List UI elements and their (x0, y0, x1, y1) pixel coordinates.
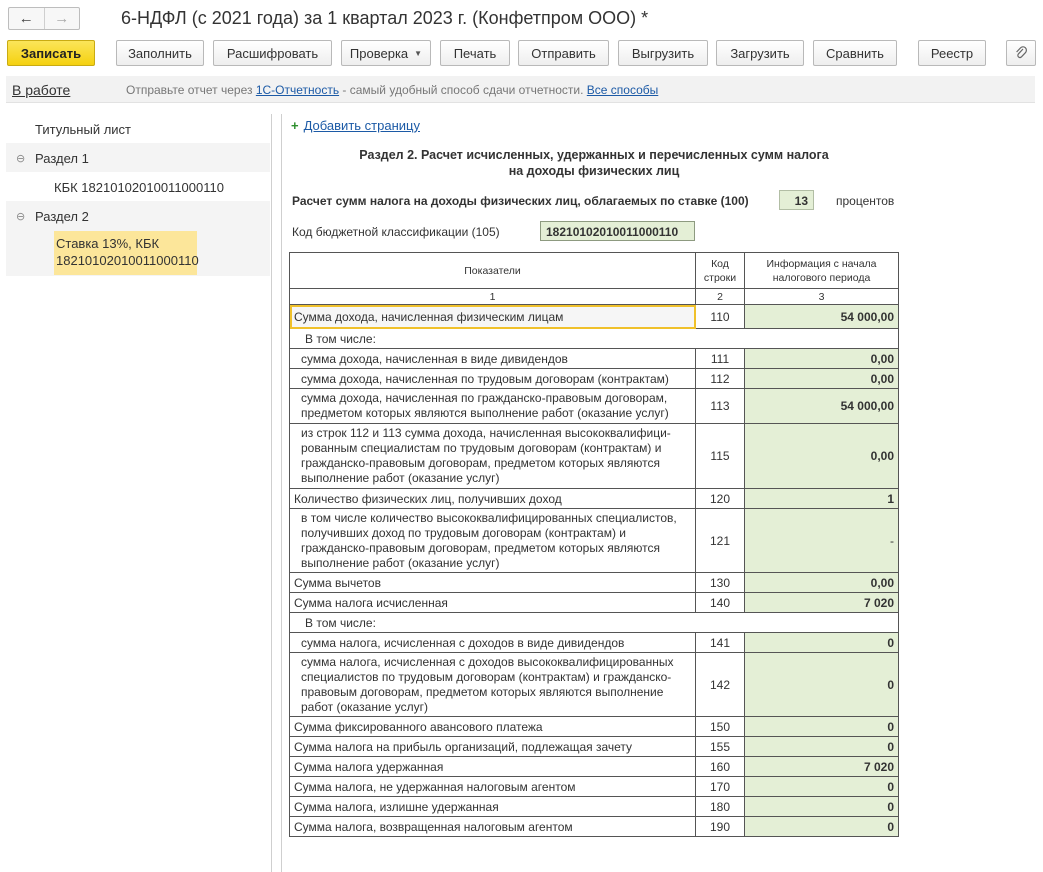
row-value-130[interactable]: 0,00 (745, 573, 899, 593)
in-total-label: В том числе: (290, 613, 899, 633)
all-ways-link[interactable]: Все способы (586, 83, 659, 97)
row-code: 170 (696, 777, 745, 797)
section-tree (6, 114, 272, 872)
table-row (290, 633, 899, 653)
tree-item-section1[interactable]: Раздел 1 (35, 151, 89, 166)
kbk-field[interactable]: 18210102010011000110 (540, 221, 695, 241)
row-code: 155 (696, 737, 745, 757)
row-value-150[interactable]: 0 (745, 717, 899, 737)
table-row (290, 817, 899, 837)
row-label: Сумма налога удержанная (290, 757, 696, 777)
info-text-before: Отправьте отчет через (126, 83, 256, 97)
title-bar (0, 0, 1043, 38)
tree-item-section2[interactable]: Раздел 2 (35, 209, 89, 224)
row-code: 113 (696, 389, 745, 424)
row-value-110[interactable]: 54 000,00 (745, 305, 899, 329)
table-row (290, 613, 899, 633)
table-row (290, 653, 899, 717)
toolbar (0, 40, 1043, 68)
row-value-190[interactable]: 0 (745, 817, 899, 837)
row-value-115[interactable]: 0,00 (745, 424, 899, 489)
table-row (290, 737, 899, 757)
column-number: 1 (290, 289, 696, 305)
paperclip-icon (1014, 45, 1028, 61)
header-code (696, 253, 745, 289)
column-number: 3 (745, 289, 899, 305)
table-row (290, 369, 899, 389)
row-value-170[interactable]: 0 (745, 777, 899, 797)
row-label: Сумма налога, не удержанная налоговым агентом (290, 777, 696, 797)
add-page-link[interactable] (291, 118, 420, 133)
section-title-line2: на доходы физических лиц (508, 164, 680, 178)
tree-item-section1-kbk[interactable]: КБК 18210102010011000110 (54, 180, 224, 195)
back-arrow-icon[interactable]: ← (18, 10, 34, 27)
header-info-line2: налогового периода (772, 271, 871, 284)
rate-unit: процентов (836, 194, 895, 208)
row-code: 141 (696, 633, 745, 653)
header-info-line1: Информация с начала (766, 257, 877, 270)
row-code: 110 (696, 305, 745, 329)
column-number: 2 (696, 289, 745, 305)
row-label: Сумма налога, излишне удержанная (290, 797, 696, 817)
row-label: Количество физических лиц, получивших доход (290, 489, 696, 509)
info-text (126, 83, 658, 97)
row-value-160[interactable]: 7 020 (745, 757, 899, 777)
row-code: 121 (696, 509, 745, 573)
tree-item-title-page[interactable]: Титульный лист (35, 122, 132, 137)
row-code: 190 (696, 817, 745, 837)
row-code: 150 (696, 717, 745, 737)
row-label: Сумма вычетов (290, 573, 696, 593)
plus-icon: + (291, 118, 299, 133)
check-button[interactable] (341, 40, 431, 66)
table-row (290, 305, 899, 329)
column-number-row (290, 289, 899, 305)
row-label: Сумма налога исчисленная (290, 593, 696, 613)
tree-item-section2-rate[interactable] (54, 231, 197, 275)
row-code: 112 (696, 369, 745, 389)
row-code: 120 (696, 489, 745, 509)
kbk-label: Код бюджетной классификации (105) (292, 225, 500, 239)
section-title (290, 147, 898, 179)
info-bar (6, 76, 1035, 103)
table-row (290, 593, 899, 613)
header-indicators: Показатели (290, 253, 696, 289)
pane-splitter[interactable] (281, 114, 282, 872)
table-row (290, 489, 899, 509)
save-button[interactable]: Записать (7, 40, 95, 66)
table-row (290, 717, 899, 737)
row-value-142[interactable]: 0 (745, 653, 899, 717)
row-value-155[interactable]: 0 (745, 737, 899, 757)
row-label: Сумма налога, возвращенная налоговым агентом (290, 817, 696, 837)
row-code: 140 (696, 593, 745, 613)
row-label: из строк 112 и 113 сумма дохода, начисленная высококвалифици-рованным специалистам по трудовым договорам (контрактам) и гражданско-правовым договорам, предметом которых являются выполнение работ (оказание услуг) (290, 424, 696, 489)
row-label: сумма налога, исчисленная с доходов высококвалифицированных специалистов по трудовым договорам (контрактам) и гражданско-правовым договорам, предметом которых являются выполнение работ (оказание услуг) (290, 653, 696, 717)
print-button[interactable]: Печать (440, 40, 510, 66)
collapse-icon[interactable]: ⊖ (16, 211, 26, 223)
row-label: сумма налога, исчисленная с доходов в виде дивидендов (290, 633, 696, 653)
add-page-label: Добавить страницу (303, 118, 420, 133)
row-label: сумма дохода, начисленная по трудовым договорам (контрактам) (290, 369, 696, 389)
row-value-140[interactable]: 7 020 (745, 593, 899, 613)
row-label: Сумма фиксированного авансового платежа (290, 717, 696, 737)
row-label: сумма дохода, начисленная по гражданско-правовым договорам, предметом которых являются выполнение работ (оказание услуг) (290, 389, 696, 424)
row-label: в том числе количество высококвалифицированных специалистов, получивших доход по трудовым договорам (контрактам) и гражданско-правовым договорам, предметом которых являются выполнение работ (оказание услуг) (290, 509, 696, 573)
compare-button[interactable]: Сравнить (813, 40, 897, 66)
row-label-110[interactable]: Сумма дохода, начисленная физическим лицам (290, 305, 696, 329)
row-code: 180 (696, 797, 745, 817)
import-button[interactable]: Загрузить (716, 40, 804, 66)
table-row (290, 389, 899, 424)
table-row (290, 329, 899, 349)
send-button[interactable]: Отправить (518, 40, 609, 66)
dropdown-caret-icon: ▼ (414, 48, 423, 58)
check-button-label: Проверка (349, 45, 409, 61)
row-code: 130 (696, 573, 745, 593)
rate-label: Расчет сумм налога на доходы физических лиц, облагаемых по ставке (100) (292, 194, 749, 208)
nav-group (8, 7, 80, 30)
header-code-line2: строки (703, 271, 737, 284)
table-row (290, 797, 899, 817)
row-code: 111 (696, 349, 745, 369)
registry-button[interactable]: Реестр (918, 40, 986, 66)
row-value-121[interactable]: - (745, 509, 899, 573)
row-value-113[interactable]: 54 000,00 (745, 389, 899, 424)
fill-button[interactable]: Заполнить (116, 40, 204, 66)
row-code: 115 (696, 424, 745, 489)
in-total-label: В том числе: (290, 329, 899, 349)
row-value-141[interactable]: 0 (745, 633, 899, 653)
row-code: 160 (696, 757, 745, 777)
rate-field[interactable]: 13 (779, 190, 814, 210)
tree-item-line2: 18210102010011000110 (56, 253, 199, 268)
table-row (290, 349, 899, 369)
header-info (745, 253, 899, 289)
row-value-120[interactable]: 1 (745, 489, 899, 509)
table-row (290, 509, 899, 573)
row-code: 142 (696, 653, 745, 717)
attach-button[interactable] (1006, 40, 1036, 66)
tree-item-line1: Ставка 13%, КБК (56, 236, 160, 251)
table-row (290, 424, 899, 489)
row-label: сумма дохода, начисленная в виде дивидендов (290, 349, 696, 369)
collapse-icon[interactable]: ⊖ (16, 153, 26, 165)
decode-button[interactable]: Расшифровать (213, 40, 332, 66)
row-value-112[interactable]: 0,00 (745, 369, 899, 389)
report-table (289, 252, 899, 837)
window-title: 6-НДФЛ (с 2021 года) за 1 квартал 2023 г. (Конфетпром ООО) * (121, 8, 649, 28)
table-header-row (290, 253, 899, 289)
header-code-line1: Код (711, 257, 729, 270)
forward-arrow-icon[interactable]: → (44, 8, 80, 29)
reporting-link[interactable]: 1С-Отчетность (255, 83, 340, 97)
table-row (290, 777, 899, 797)
export-button[interactable]: Выгрузить (618, 40, 708, 66)
status-link[interactable]: В работе (12, 82, 71, 98)
section-title-line1: Раздел 2. Расчет исчисленных, удержанных и перечисленных сумм налога (359, 148, 829, 162)
row-value-180[interactable]: 0 (745, 797, 899, 817)
row-value-111[interactable]: 0,00 (745, 349, 899, 369)
table-row (290, 573, 899, 593)
info-text-middle: - самый удобный способ сдачи отчетности. (339, 83, 587, 97)
row-label: Сумма налога на прибыль организаций, подлежащая зачету (290, 737, 696, 757)
table-row (290, 757, 899, 777)
